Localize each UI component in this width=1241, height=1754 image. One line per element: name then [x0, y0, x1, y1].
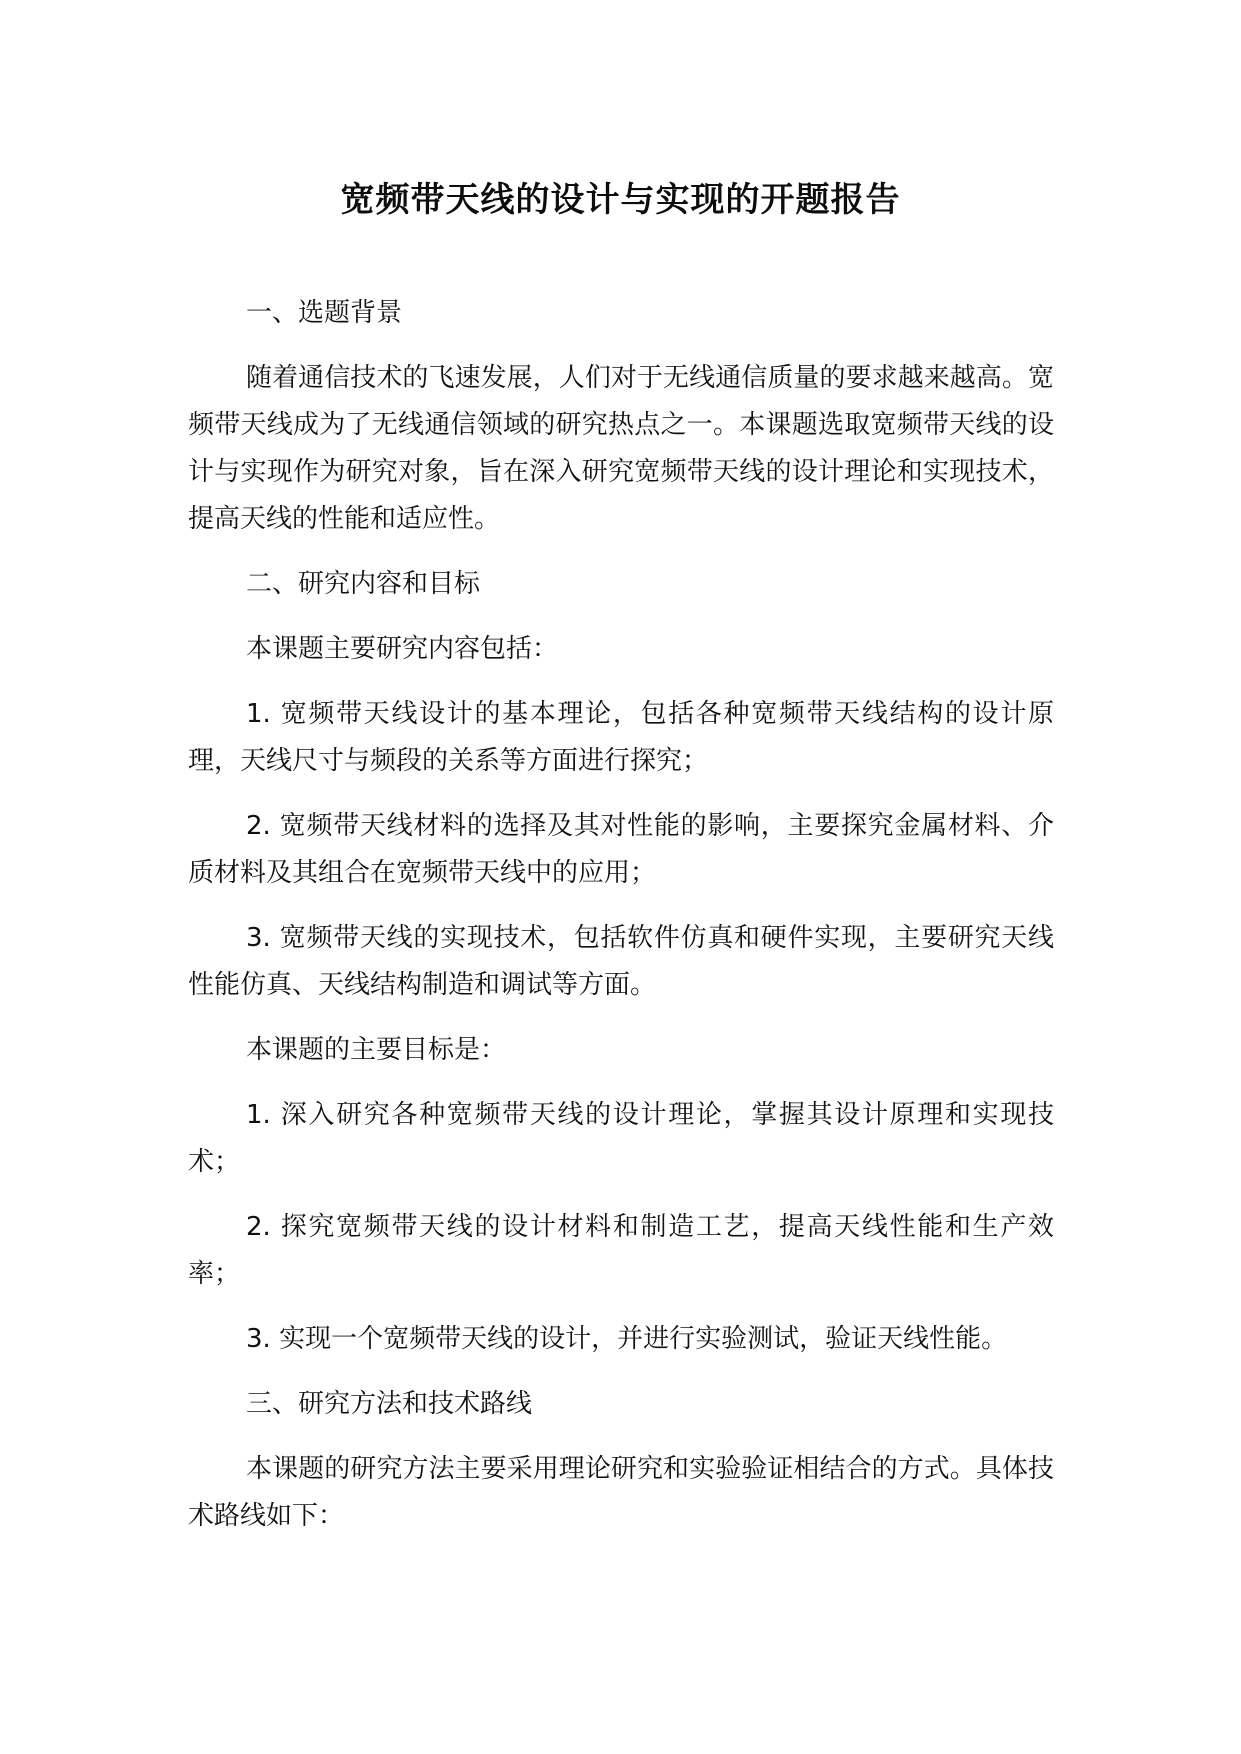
research-content-intro: 本课题主要研究内容包括：	[246, 634, 559, 664]
section-heading-method: 三、研究方法和技术路线	[246, 1389, 533, 1419]
research-content-item-3: 3. 宽频带天线的实现技术，包括软件仿真和硬件实现，主要研究天线性能仿真、天线结构制造和调试等方面。	[188, 923, 1054, 1000]
section-heading-research-content: 二、研究内容和目标	[246, 569, 481, 599]
section-heading-background: 一、选题背景	[246, 298, 403, 328]
goal-item-1: 1. 深入研究各种宽频带天线的设计理论，掌握其设计原理和实现技术；	[188, 1100, 1054, 1177]
method-paragraph: 本课题的研究方法主要采用理论研究和实验验证相结合的方式。具体技术路线如下：	[188, 1454, 1054, 1531]
document-title: 宽频带天线的设计与实现的开题报告	[340, 180, 901, 220]
goal-item-2: 2. 探究宽频带天线的设计材料和制造工艺，提高天线性能和生产效率；	[188, 1212, 1054, 1289]
goals-intro: 本课题的主要目标是：	[246, 1035, 507, 1065]
goal-item-3: 3. 实现一个宽频带天线的设计，并进行实验测试，验证天线性能。	[246, 1324, 1008, 1354]
background-paragraph: 随着通信技术的飞速发展，人们对于无线通信质量的要求越来越高。宽频带天线成为了无线通信领域的研究热点之一。本课题选取宽频带天线的设计与实现作为研究对象，旨在深入研究宽频带天线的设计理论和实现技术，提高天线的性能和适应性。	[188, 363, 1054, 534]
document-body	[188, 290, 1054, 1558]
research-content-item-2: 2. 宽频带天线材料的选择及其对性能的影响，主要探究金属材料、介质材料及其组合在宽频带天线中的应用；	[188, 811, 1054, 888]
research-content-item-1: 1. 宽频带天线设计的基本理论，包括各种宽频带天线结构的设计原理，天线尺寸与频段的关系等方面进行探究；	[188, 699, 1054, 776]
